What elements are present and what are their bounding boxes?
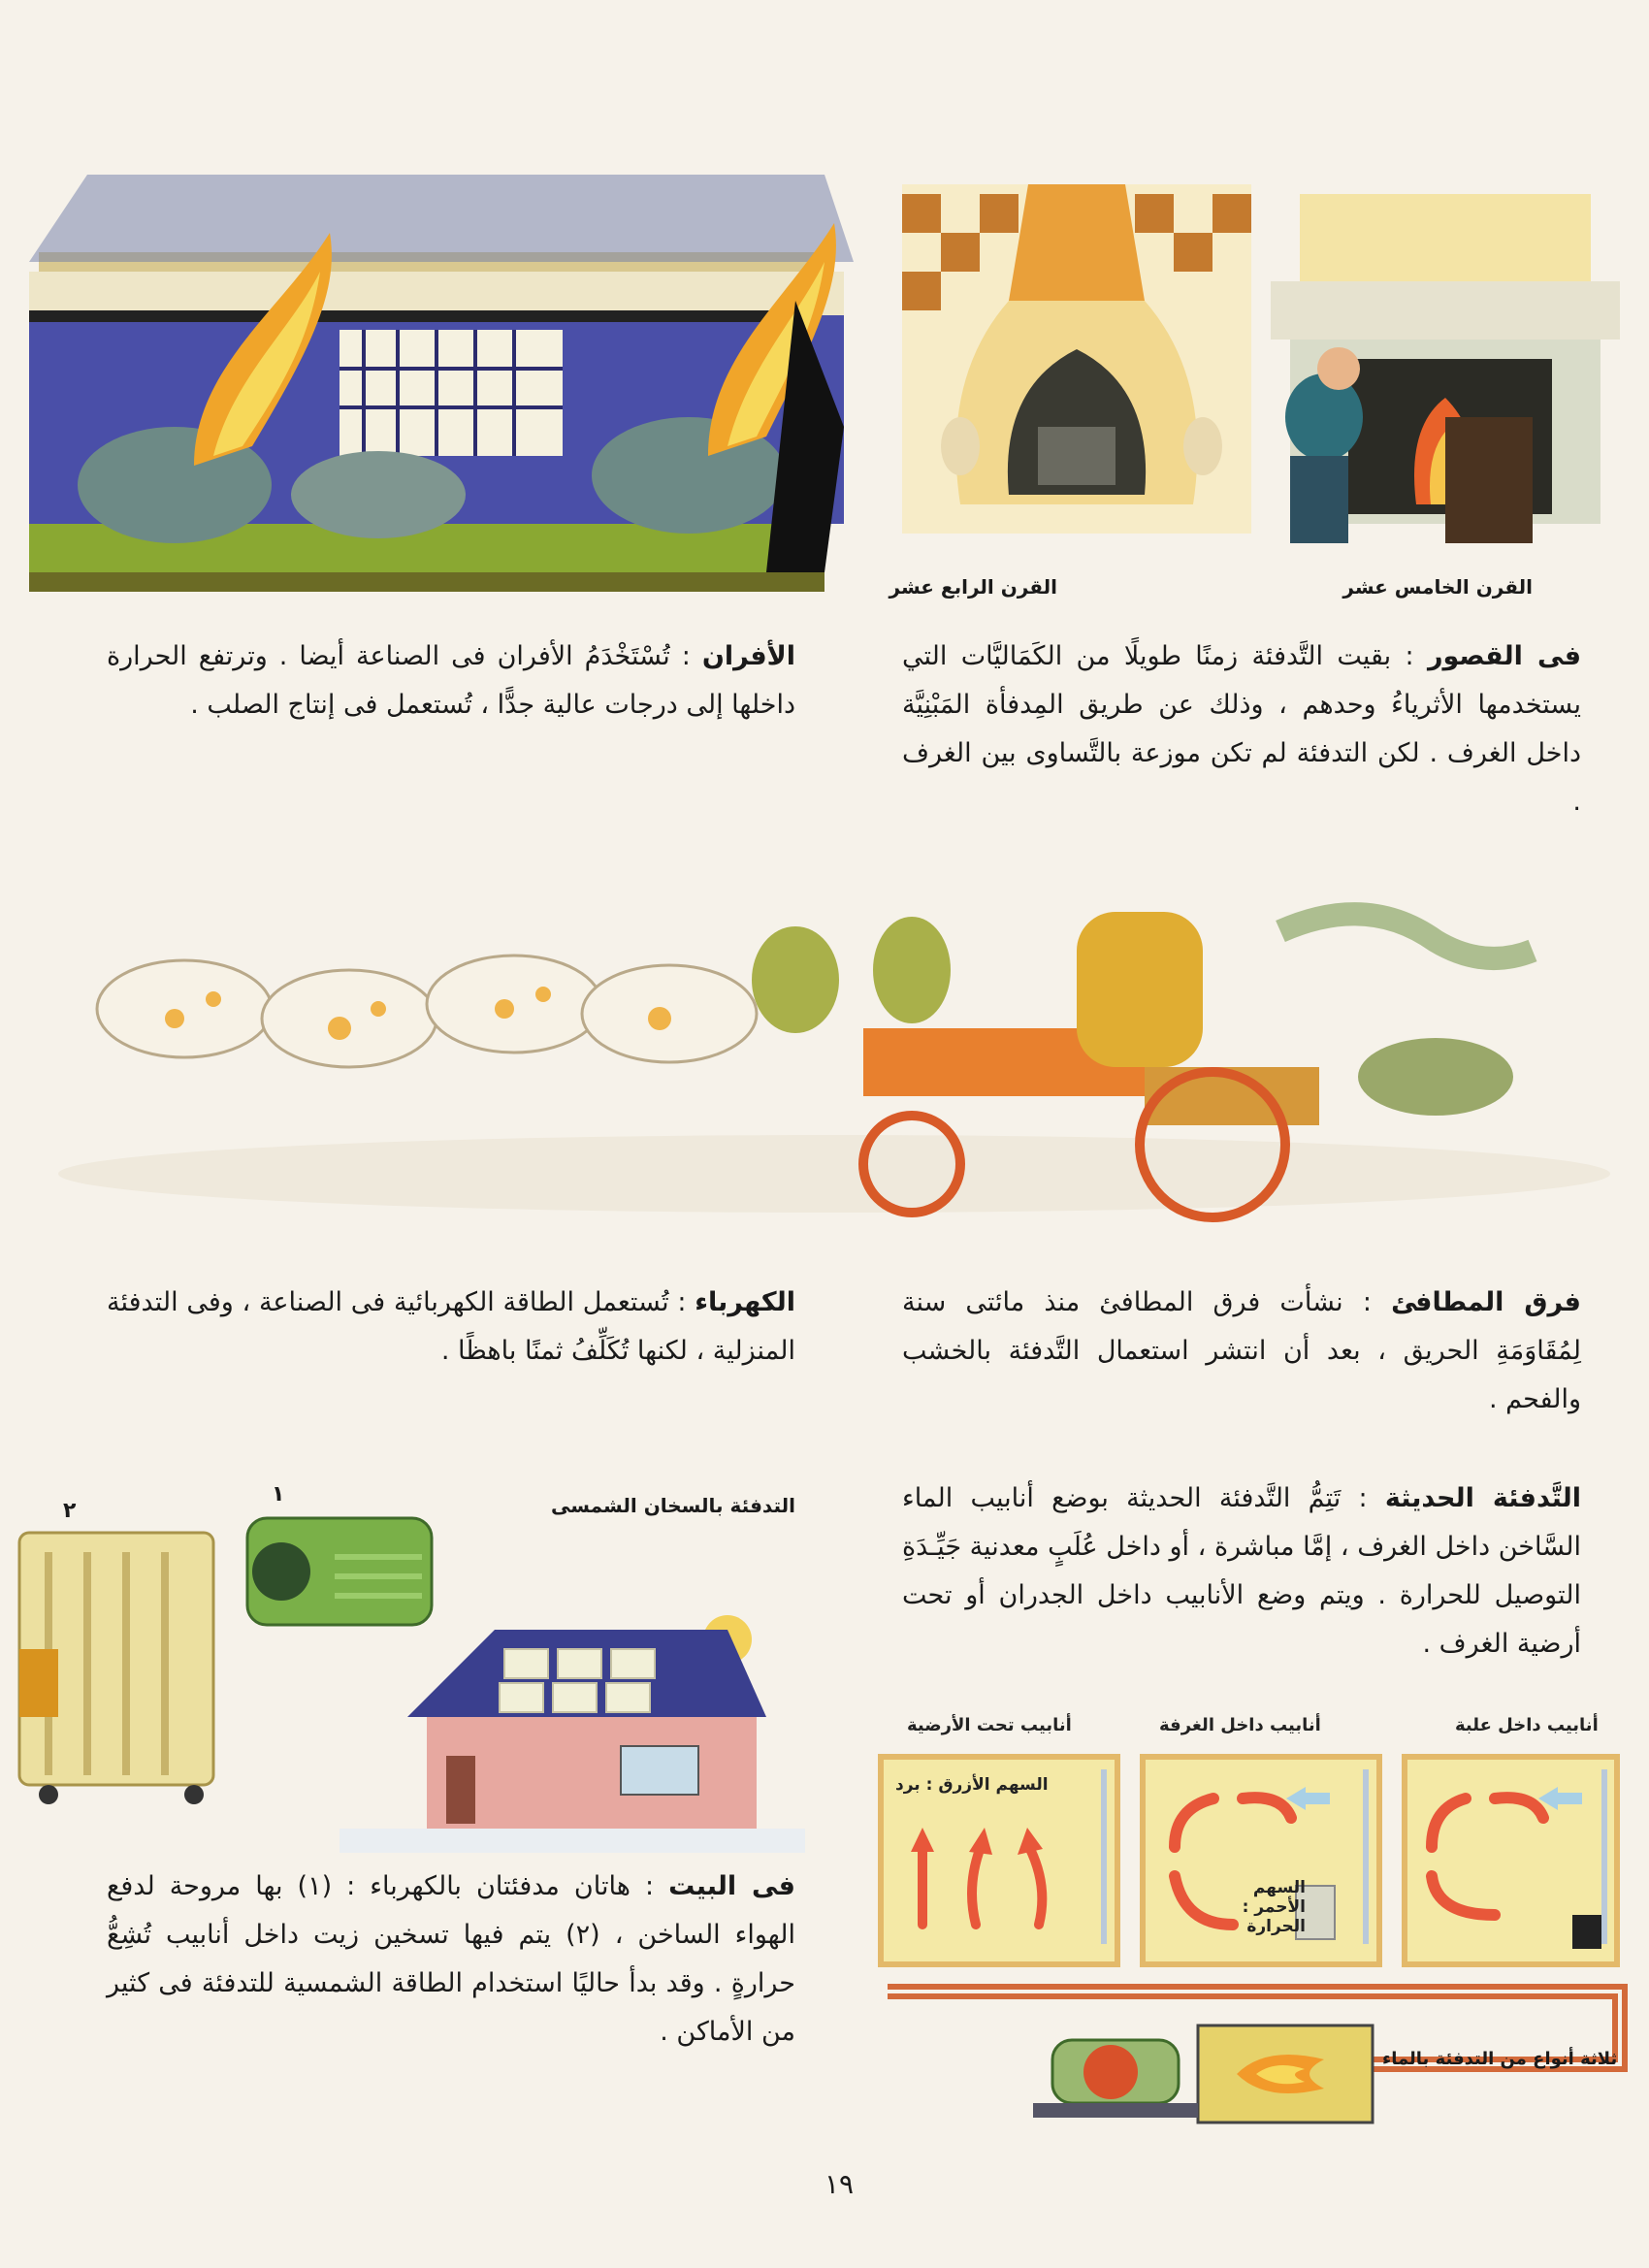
paragraph-modern-heating [902,1474,1581,1669]
panel-pipes-in-box [1402,1754,1620,1967]
oil-heater-illustration [10,1513,233,1814]
caption-century-15: القرن الخامس عشر [1342,575,1533,599]
diagram-caption: ثلاثة أنواع من التدفئة بالماء [1382,2049,1618,2069]
solar-house-illustration [340,1610,805,1853]
text-palaces: : بقيت التَّدفئة زمنًا طويلًا من الكَمَاليَّات التي يستخدمها الأثرياءُ وحدهم ، وذلك عن طريق المِدفأة المَبْنِيَّة داخل الغرف . لكن التدفئة لم تكن موزعة بالتَّساوى بين الغرف . [902,641,1581,817]
text-electricity: : تُستعمل الطاقة الكهربائية فى الصناعة ، وفى التدفئة المنزلية ، لكنها تُكَلِّفُ ثمنًا باهظًا . [107,1287,795,1366]
heading-at-home: فى البيت [668,1871,795,1901]
caption-heater-2: ٢ [63,1499,77,1523]
text-furnaces: : تُسْتَخْدَمُ الأفران فى الصناعة أيضا . وترتفع الحرارة داخلها إلى درجات عالية جدًّا ، تُستعمل فى إنتاج الصلب . [107,641,795,720]
heading-modern-heating: التَّدفئة الحديثة [1384,1483,1581,1513]
page-number: ١٩ [824,2168,855,2200]
paragraph-at-home [107,1863,795,2057]
panel-pipes-in-room [1140,1754,1382,1967]
caption-century-14: القرن الرابع عشر [889,575,1057,599]
heading-firefighters: فرق المطافئ [1391,1287,1581,1317]
fireplace-15th-century-illustration [1271,165,1620,563]
heading-electricity: الكهرباء [695,1287,795,1317]
text-modern-heating: : تَتِمُّ التَّدفئة الحديثة بوضع أنابيب الماء السَّاخن داخل الغرف ، إمَّا مباشرة ، أو داخل عُلَبٍ معدنية جَيِّـدَةِ التوصيل للحرارة . ويتم وضع الأنابيب داخل الجدران أو تحت أرضية الغرف . [902,1483,1581,1659]
heading-palaces: فى القصور [1427,641,1581,671]
furnaces-illustration [29,155,854,592]
paragraph-palaces [902,632,1581,826]
label-pipes-in-box: أنابيب داخل علبة [1455,1715,1599,1735]
caption-heater-1: ١ [272,1482,285,1507]
paragraph-furnaces [107,632,795,729]
text-at-home: : هاتان مدفئتان بالكهرباء : (١) بها مروحة لدفع الهواء الساخن ، (٢) يتم فيها تسخين زيت داخل أنابيب تُشِعُّ حرارةٍ . وقد بدأ حاليًا استخدام الطاقة الشمسية للتدفئة فى كثير من الأماكن . [107,1871,795,2047]
caption-solar-heating: التدفئة بالسخان الشمسى [551,1494,795,1517]
fireplace-14th-century-illustration [902,184,1251,534]
paragraph-firefighters [902,1279,1581,1424]
fire-engine-illustration [58,873,1610,1232]
label-blue-arrow: السهم الأزرق : برد [895,1775,1049,1795]
heading-furnaces: الأفران [701,641,796,671]
panel-pipes-under-floor [878,1754,1120,1967]
label-pipes-in-room: أنابيب داخل الغرفة [1159,1715,1321,1735]
label-red-arrow: السهم الأحمر : الحرارة [1242,1878,1306,1936]
paragraph-electricity [107,1279,795,1376]
label-pipes-under-floor: أنابيب تحت الأرضية [907,1715,1072,1735]
text-firefighters: : نشأت فرق المطافئ منذ مائتى سنة لِمُقَاوَمَةِ الحريق ، بعد أن انتشر استعمال التَّدفئة بالخشب والفحم . [902,1287,1581,1414]
